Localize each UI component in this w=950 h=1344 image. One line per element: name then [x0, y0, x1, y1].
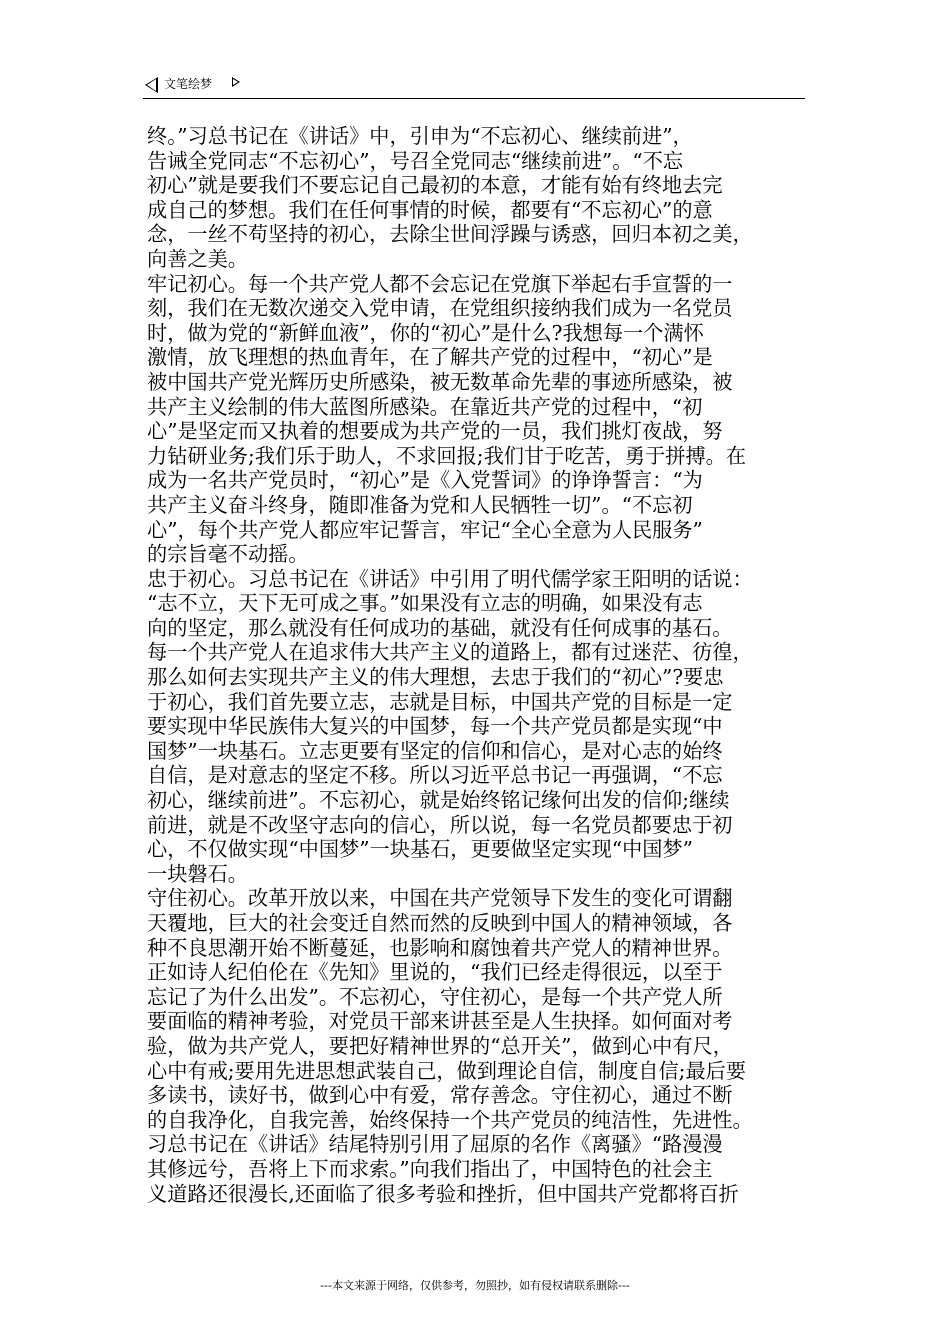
left-triangle-icon [145, 77, 158, 93]
text-line: 终。”习总书记在《讲话》中，引申为“不忘初心、继续前进”， [147, 124, 693, 148]
right-triangle-icon [232, 77, 240, 87]
text-line: 共产主义绘制的伟大蓝图所感染。在靠近共产党的过程中，“初 [147, 394, 703, 419]
text-line: 初心”就是要我们不要忘记自己最初的本意，才能有始有终地去完 [147, 173, 723, 198]
text-line: 其修远兮，吾将上下而求索。”向我们指出了，中国特色的社会主 [147, 1156, 713, 1181]
text-line: 刻，我们在无数次递交入党申请，在党组织接纳我们成为一名党员 [147, 296, 733, 321]
text-line: 要实现中华民族伟大复兴的中国梦，每一个共产党员都是实现“中 [147, 714, 723, 739]
page-header [143, 74, 805, 99]
text-line: 心”，每个共产党人都应牢记誓言，牢记“全心全意为人民服务” [147, 517, 703, 542]
text-line: 心，不仅做实现“中国梦”一块基石，更要做坚定实现“中国梦” [147, 837, 693, 862]
text-line: 那么如何去实现共产主义的伟大理想，去忠于我们的“初心”?要忠 [147, 665, 724, 690]
header-title: 文笔绘梦 [164, 77, 213, 91]
text-line: 时，做为党的“新鲜血液”，你的“初心”是什么?我想每一个满怀 [147, 320, 704, 345]
text-line: 向善之美。 [147, 246, 248, 271]
text-line: 前进，就是不改坚守志向的信心，所以说，每一名党员都要忠于初 [147, 812, 733, 837]
text-line: 的宗旨毫不动摇。 [147, 542, 309, 567]
text-line: 心中有戒;要用先进思想武装自己，做到理论自信，制度自信;最后要 [147, 1058, 747, 1083]
text-line: 义道路还很漫长,还面临了很多考验和挫折，但中国共产党都将百折 [147, 1181, 739, 1206]
document-body [147, 124, 815, 1246]
text-line: 要面临的精神考验，对党员干部来讲甚至是人生抉择。如何面对考 [147, 1009, 733, 1034]
text-line: 一块磐石。 [147, 861, 248, 886]
text-line: 共产主义奋斗终身，随即准备为党和人民牺牲一切”。“不忘初 [147, 492, 693, 517]
text-line: “志不立，天下无可成之事。”如果没有立志的明确，如果没有志 [147, 591, 703, 616]
text-line: 于初心，我们首先要立志，志就是目标，中国共产党的目标是一定 [147, 689, 733, 714]
text-line: 的自我净化，自我完善，始终保持一个共产党员的纯洁性，先进性。 [147, 1107, 753, 1132]
text-line: 念，一丝不苟坚持的初心，去除尘世间浮躁与诱惑，回归本初之美， [147, 222, 753, 247]
text-line: 正如诗人纪伯伦在《先知》里说的，“我们已经走得很远，以至于 [147, 960, 723, 985]
text-line: 习总书记在《讲话》结尾特别引用了屈原的名作《离骚》“路漫漫 [147, 1132, 723, 1157]
text-line: 多读书，读好书，做到心中有爱，常存善念。守住初心，通过不断 [147, 1083, 733, 1108]
text-line: 天覆地，巨大的社会变迁自然而然的反映到中国人的精神领域，各 [147, 911, 733, 935]
text-line: 种不良思潮开始不断蔓延，也影响和腐蚀着共产党人的精神世界。 [147, 935, 733, 960]
text-line: 忠于初心。习总书记在《讲话》中引用了明代儒学家王阳明的话说： [147, 566, 753, 591]
text-line: 自信，是对意志的坚定不移。所以习近平总书记一再强调，“不忘 [147, 763, 723, 788]
text-line: 国梦”一块基石。立志更要有坚定的信仰和信心，是对心志的始终 [147, 738, 723, 763]
text-line: 力钻研业务;我们乐于助人，不求回报;我们甘于吃苦，勇于拼搏。在 [147, 443, 747, 468]
text-line: 成为一名共产党员时，“初心”是《入党誓词》的诤诤誓言：“为 [147, 468, 703, 493]
text-line: 验，做为共产党人，要把好精神世界的“总开关”，做到心中有尺， [147, 1033, 733, 1058]
page-footer: ---本文来源于网络，仅供参考，勿照抄，如有侵权请联系删除--- [320, 1279, 630, 1292]
text-line: 守住初心。改革开放以来，中国在共产党领导下发生的变化可谓翻 [147, 886, 733, 911]
text-line: 被中国共产党光辉历史所感染，被无数革命先辈的事迹所感染，被 [147, 369, 733, 394]
text-line: 激情，放飞理想的热血青年，在了解共产党的过程中，“初心”是 [147, 345, 713, 370]
text-line: 牢记初心。每一个共产党人都不会忘记在党旗下举起右手宣誓的一 [147, 271, 733, 296]
text-line: 告诫全党同志“不忘初心”，号召全党同志“继续前进”。“不忘 [147, 148, 684, 173]
text-line: 成自己的梦想。我们在任何事情的时候，都要有“不忘初心”的意 [147, 197, 713, 222]
text-line: 心”是坚定而又执着的想要成为共产党的一员，我们挑灯夜战，努 [147, 419, 723, 444]
text-line: 忘记了为什么出发”。不忘初心，守住初心，是每一个共产党人所 [147, 984, 723, 1009]
text-line: 向的坚定，那么就没有任何成功的基础，就没有任何成事的基石。 [147, 615, 733, 640]
text-line: 每一个共产党人在追求伟大共产主义的道路上，都有过迷茫、彷徨， [147, 640, 753, 665]
text-line: 初心，继续前进”。不忘初心，就是始终铭记缘何出发的信仰;继续 [147, 788, 730, 813]
